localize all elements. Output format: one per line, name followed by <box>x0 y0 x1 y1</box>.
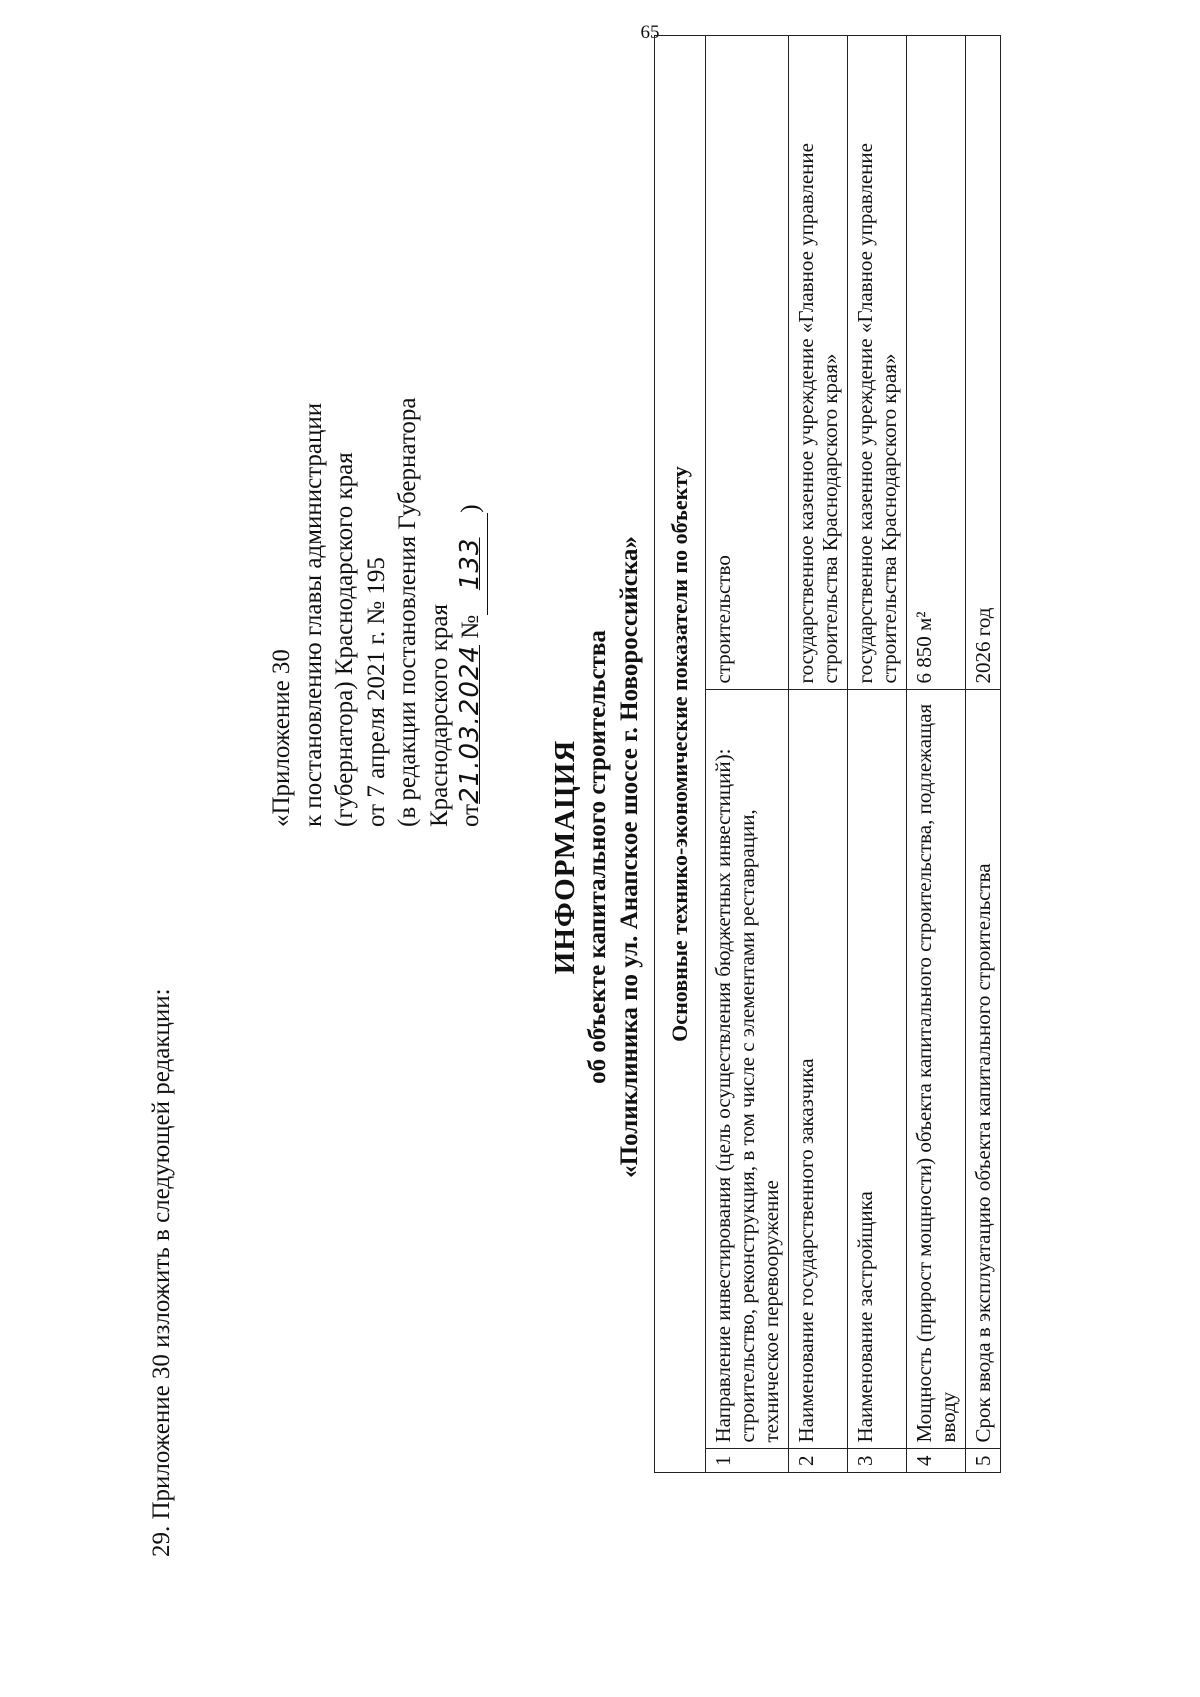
table-header-row <box>655 36 706 1473</box>
handwritten-number: 133 <box>455 537 485 591</box>
closing-paren: ) <box>457 504 484 513</box>
indicators-table <box>654 35 1001 1473</box>
title-block <box>548 327 646 1387</box>
row-label: Срок ввода в эксплуатацию объекта капитального строительства <box>966 690 1001 1449</box>
appendix-line-3: (губернатора) Краснодарского края <box>331 452 358 827</box>
row-value: государственное казенное учреждение «Главное управление строительства Краснодарского края» <box>848 36 907 691</box>
row-value: строительство <box>706 36 789 691</box>
row-value: государственное казенное учреждение «Главное управление строительства Краснодарского края» <box>789 36 848 691</box>
table-header: Основные технико-экономические показатели по объекту <box>655 36 706 1473</box>
date-prefix: от <box>457 803 484 827</box>
table-row <box>907 36 966 1473</box>
row-number: 4 <box>907 1449 966 1473</box>
appendix-reference <box>266 397 488 827</box>
table-row <box>966 36 1001 1473</box>
document-subtitle: об объекте капитального строительства <box>584 630 611 1084</box>
row-value: 6 850 м² <box>907 36 966 691</box>
appendix-date-line <box>455 397 488 827</box>
row-label: Наименование государственного заказчика <box>789 690 848 1449</box>
table-row <box>789 36 848 1473</box>
appendix-line-5: (в редакции постановления Губернатора <box>394 397 421 827</box>
page-number: 65 <box>640 22 660 43</box>
handwritten-date: 21.03.2024 <box>455 645 485 804</box>
appendix-line-1: «Приложение 30 <box>268 649 295 827</box>
appendix-line-2: к постановлению главы администрации <box>299 402 327 827</box>
number-prefix: № <box>457 614 484 639</box>
appendix-line-6: Краснодарского края <box>425 604 453 827</box>
row-number: 2 <box>789 1449 848 1473</box>
row-label: Наименование застройщика <box>848 690 907 1449</box>
row-label: Мощность (прирост мощности) объекта капитального строительства, подлежащая вводу <box>907 690 966 1449</box>
row-label: Направление инвестирования (цель осуществления бюджетных инвестиций): строительство, реконструкция, в том числе с элементами реставрации, техническое перевооружение <box>706 690 789 1449</box>
row-number: 1 <box>706 1449 789 1473</box>
object-name: «Поликлиника по ул. Анапское шоссе г. Новороссийска» <box>616 536 643 1178</box>
document-title: ИНФОРМАЦИЯ <box>549 739 581 975</box>
table-row <box>706 36 789 1473</box>
intro-paragraph: 29. Приложение 30 изложить в следующей редакции: <box>148 988 175 1557</box>
number-field <box>455 513 488 615</box>
row-value: 2026 год <box>966 36 1001 691</box>
appendix-line-4: от 7 апреля 2021 г. № 195 <box>362 557 390 827</box>
row-number: 3 <box>848 1449 907 1473</box>
row-number: 5 <box>966 1449 1001 1473</box>
table-row <box>848 36 907 1473</box>
